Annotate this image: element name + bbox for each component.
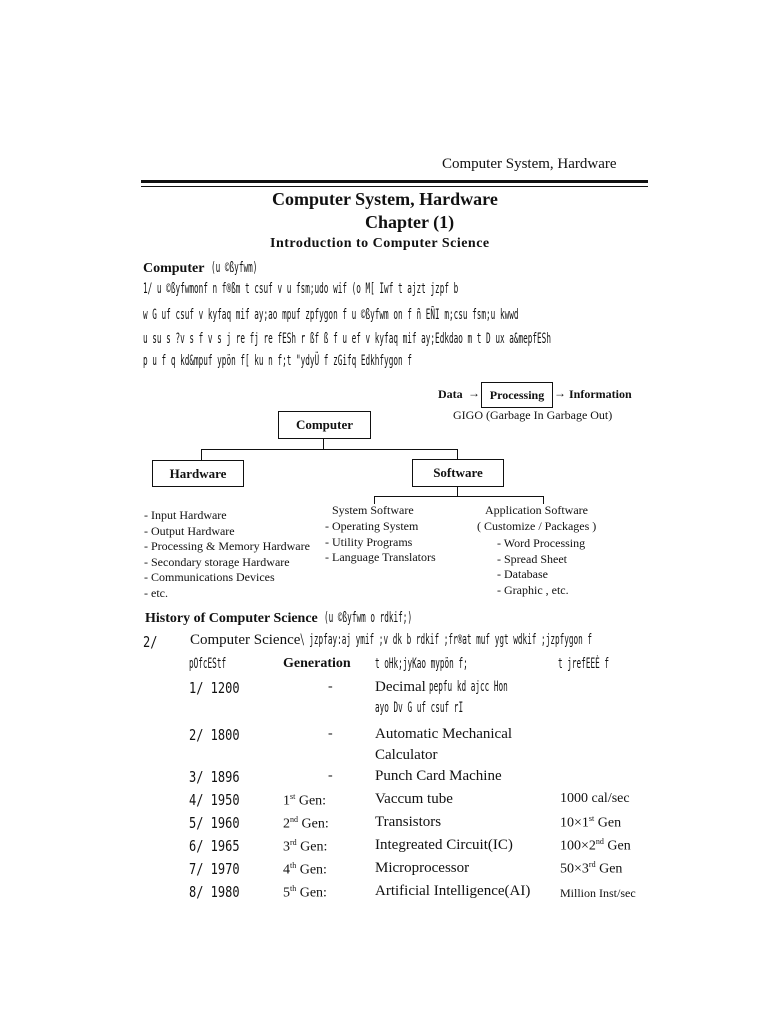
- application-software-item: - Word Processing: [497, 536, 586, 550]
- running-header: Computer System, Hardware: [442, 156, 617, 172]
- history-generation: 3rd Gen:: [283, 838, 328, 855]
- history-generation: 2nd Gen:: [283, 815, 329, 832]
- computer-label: Computer: [143, 261, 205, 276]
- hardware-list: [144, 508, 310, 601]
- chapter-title: Chapter (1): [365, 212, 455, 232]
- definition-line-3: u su s ?v s f v s j re fj re fESh r ßf ß f u ef v kyfaq mif ay;Edkdao m t D ux a&mepfESh: [143, 331, 551, 347]
- history-description-line2: Calculator: [375, 747, 438, 763]
- processing-label: Processing: [489, 387, 545, 402]
- col-header-generation: Generation: [283, 656, 351, 671]
- computer-box: [278, 411, 371, 439]
- speed-ordinal: st: [588, 814, 595, 823]
- application-software-subtitle: ( Customize / Packages ): [477, 519, 597, 533]
- history-description: Automatic Mechanical: [375, 726, 513, 742]
- hardware-item: - etc.: [144, 585, 168, 600]
- history-speed: Million Inst/sec: [560, 886, 636, 900]
- software-box-label: Software: [433, 465, 483, 480]
- generation-ordinal: th: [290, 861, 297, 870]
- history-description: Decimal pepfu kd ajcc Hon: [375, 679, 508, 695]
- flow-arrow-2: →: [554, 386, 566, 400]
- flow-data: Data: [438, 387, 463, 401]
- history-year: 6/ 1965: [189, 837, 240, 855]
- system-software-list: [325, 519, 436, 566]
- system-software-item: - Operating System: [325, 519, 419, 533]
- col-header-description: t oHk;jyKao mypön f;: [375, 656, 468, 672]
- history-intro: [190, 632, 768, 649]
- col-header-speed: t jrefEEÈ f: [558, 656, 609, 672]
- history-label-note: (u ©ßyfwm o rdkif;): [323, 610, 412, 626]
- generation-ordinal: th: [290, 884, 297, 893]
- history-description: Transistors: [375, 814, 442, 830]
- application-software-title: Application Software: [485, 503, 588, 517]
- computer-heading: [143, 259, 296, 277]
- definition-line-4: p u f q kd&mpuf ypön f[ ku n f;t "ydyÜ f zGifq Edkhfygon f: [143, 353, 412, 369]
- application-software-list: [497, 536, 585, 598]
- page-title: Computer System, Hardware: [272, 189, 498, 209]
- history-description: Vaccum tube: [375, 791, 453, 807]
- history-description: Punch Card Machine: [375, 768, 502, 784]
- history-description: Artificial Intelligence(AI): [375, 883, 531, 899]
- history-year: 1/ 1200: [189, 679, 240, 697]
- history-speed: 100×2nd Gen: [560, 837, 631, 854]
- history-year: 3/ 1896: [189, 768, 240, 786]
- history-year: 4/ 1950: [189, 791, 240, 809]
- history-generation: -: [328, 768, 333, 783]
- definition-line-1: 1/ u ©ßyfwmonf n f®ßm t csuf v u fsm;udo wif (o M[ Iwf t ajzt jzpf b: [143, 281, 459, 297]
- hardware-item: - Communications Devices: [144, 570, 275, 584]
- flow-information: Information: [569, 387, 632, 401]
- generation-ordinal: st: [290, 792, 296, 801]
- speed-ordinal: nd: [595, 837, 604, 846]
- hardware-box-label: Hardware: [169, 465, 227, 481]
- history-speed: 10×1st Gen: [560, 814, 622, 831]
- history-year: 8/ 1980: [189, 883, 240, 901]
- tree-connector-root: [323, 438, 324, 449]
- tree-connector-horizontal: [201, 449, 458, 450]
- item-number: 2/: [143, 633, 158, 651]
- system-software-item: - Language Translators: [325, 550, 436, 564]
- header-rule-thin: [141, 186, 648, 187]
- history-label: History of Computer Science: [145, 611, 318, 626]
- section-title: Introduction to Computer Science: [270, 236, 490, 251]
- history-year: 7/ 1970: [189, 860, 240, 878]
- history-year: 5/ 1960: [189, 814, 240, 832]
- hardware-box: [152, 460, 244, 487]
- col-header-year: pOfcEStf: [189, 656, 227, 672]
- history-generation: 5th Gen:: [283, 884, 327, 901]
- history-intro-en: Computer Science: [190, 632, 301, 648]
- computer-box-label: Computer: [295, 417, 354, 432]
- hardware-item: - Output Hardware: [144, 523, 235, 538]
- software-box: [412, 459, 504, 487]
- gigo-text: GIGO (Garbage In Garbage Out): [453, 408, 613, 422]
- history-generation: -: [328, 726, 333, 741]
- history-generation: 1st Gen:: [283, 792, 327, 809]
- tree-connector-left: [201, 449, 202, 460]
- application-software-item: - Spread Sheet: [497, 551, 567, 566]
- history-description-note: pepfu kd ajcc Hon: [428, 679, 508, 695]
- history-year: 2/ 1800: [189, 726, 240, 744]
- history-description: Integreated Circuit(IC): [375, 837, 513, 853]
- definition-line-2: w G uf csuf v kyfaq mif ay;ao mpuf zpfygon f u ©ßyfwm on f ñ EÑI m;csu fsm;u kwwd: [143, 307, 519, 323]
- history-generation: -: [328, 679, 333, 694]
- processing-box: [481, 382, 553, 408]
- history-intro-my: \ jzpfay:aj ymif ;v dk b rdkif ;fr®at muf ygt wdkif ;jzpfygon f: [300, 632, 593, 648]
- hardware-item: - Input Hardware: [144, 508, 227, 522]
- flow-arrow-1: →: [468, 386, 480, 400]
- application-software-item: - Database: [497, 567, 548, 581]
- system-software-title: System Software: [332, 503, 414, 517]
- application-software-item: - Graphic , etc.: [497, 582, 569, 597]
- history-speed: 1000 cal/sec: [560, 791, 630, 806]
- generation-ordinal: rd: [290, 838, 297, 847]
- computer-label-note: (u ©ßyfwm): [211, 260, 258, 276]
- history-generation: 4th Gen:: [283, 861, 327, 878]
- header-rule-thick: [141, 180, 648, 183]
- system-software-item: - Utility Programs: [325, 534, 413, 549]
- history-description-line2: ayo Dv G uf csuf rI: [375, 700, 464, 716]
- generation-ordinal: nd: [290, 815, 298, 824]
- software-connector-horizontal: [374, 496, 544, 497]
- history-description: Microprocessor: [375, 860, 470, 876]
- speed-ordinal: rd: [588, 860, 596, 869]
- hardware-item: - Processing & Memory Hardware: [144, 539, 310, 553]
- hardware-item: - Secondary storage Hardware: [144, 554, 290, 569]
- history-speed: 50×3rd Gen: [560, 860, 623, 877]
- tree-connector-right: [457, 449, 458, 459]
- history-heading: [145, 609, 484, 627]
- software-connector-down: [457, 486, 458, 496]
